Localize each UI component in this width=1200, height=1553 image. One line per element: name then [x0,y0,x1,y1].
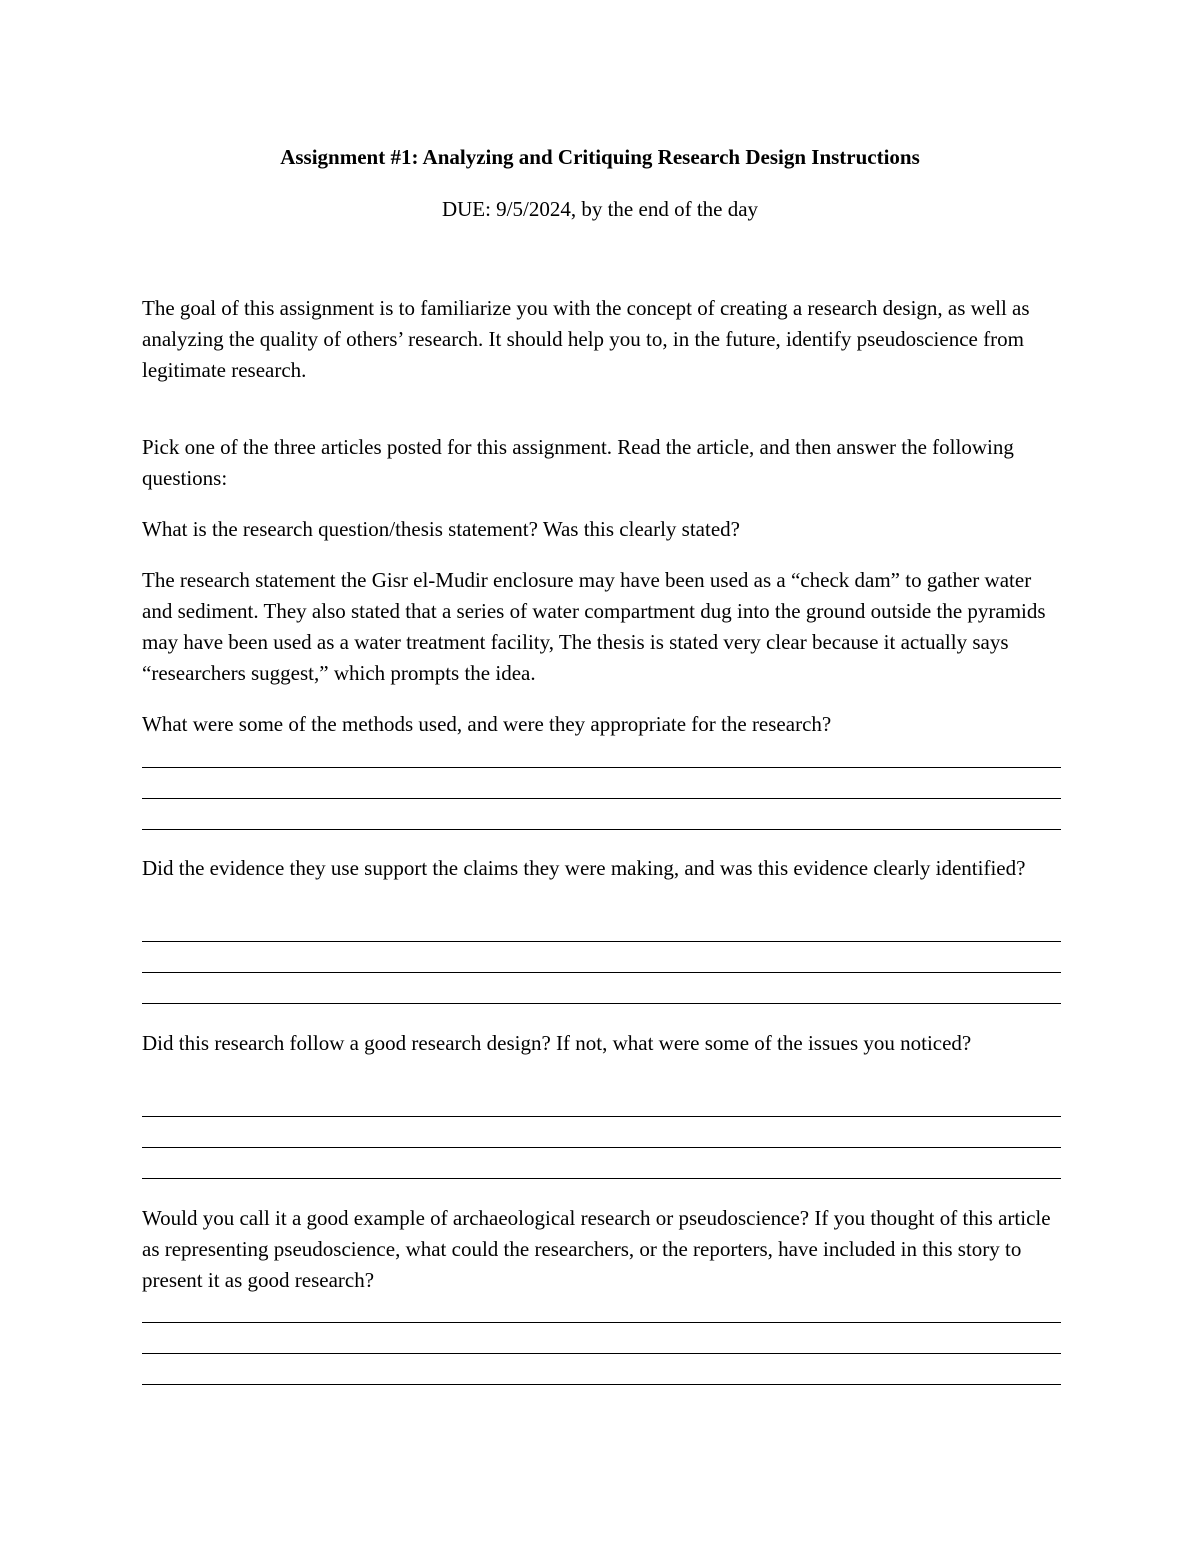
question-3-answer-line-3[interactable] [142,1003,1061,1004]
question-2-answer-line-2[interactable] [142,798,1061,799]
instructions-paragraph: Pick one of the three articles posted for this assignment. Read the article, and then answer the following questions: [142,435,1014,490]
question-5-answer-line-3[interactable] [142,1384,1061,1385]
question-4-answer-line-2[interactable] [142,1147,1061,1148]
question-4-prompt: Did this research follow a good research design? If not, what were some of the issues you noticed? [142,1031,972,1055]
question-3-answer-line-1[interactable] [142,941,1061,942]
question-2-answer-line-1[interactable] [142,767,1061,768]
question-3-prompt: Did the evidence they use support the claims they were making, and was this evidence clearly identified? [142,856,1026,880]
question-5-prompt: Would you call it a good example of archaeological research or pseudoscience? If you thought of this article as representing pseudoscience, what could the researchers, or the reporters, have included in this story to present it as good research? [142,1206,1051,1292]
question-4-answer-line-3[interactable] [142,1178,1061,1179]
intro-paragraph: The goal of this assignment is to familiarize you with the concept of creating a research design, as well as analyzing the quality of others’ research. It should help you to, in the future, identify pseudoscience from legitimate research. [142,296,1030,382]
question-4-answer-line-1[interactable] [142,1116,1061,1117]
question-1-answer: The research statement the Gisr el-Mudir enclosure may have been used as a “check dam” to gather water and sediment. They also stated that a series of water compartment dug into the ground outside the pyramids may have been used as a water treatment facility, The thesis is stated very clear because it actually says “researchers suggest,” which prompts the idea. [142,568,1046,685]
question-2-answer-line-3[interactable] [142,829,1061,830]
question-5-answer-line-2[interactable] [142,1353,1061,1354]
question-5-answer-line-1[interactable] [142,1322,1061,1323]
question-2-prompt: What were some of the methods used, and were they appropriate for the research? [142,712,832,736]
assignment-title: Assignment #1: Analyzing and Critiquing Research Design Instructions [280,145,920,169]
question-3-answer-line-2[interactable] [142,972,1061,973]
question-1-prompt: What is the research question/thesis statement? Was this clearly stated? [142,517,740,541]
due-date: DUE: 9/5/2024, by the end of the day [441,197,759,221]
